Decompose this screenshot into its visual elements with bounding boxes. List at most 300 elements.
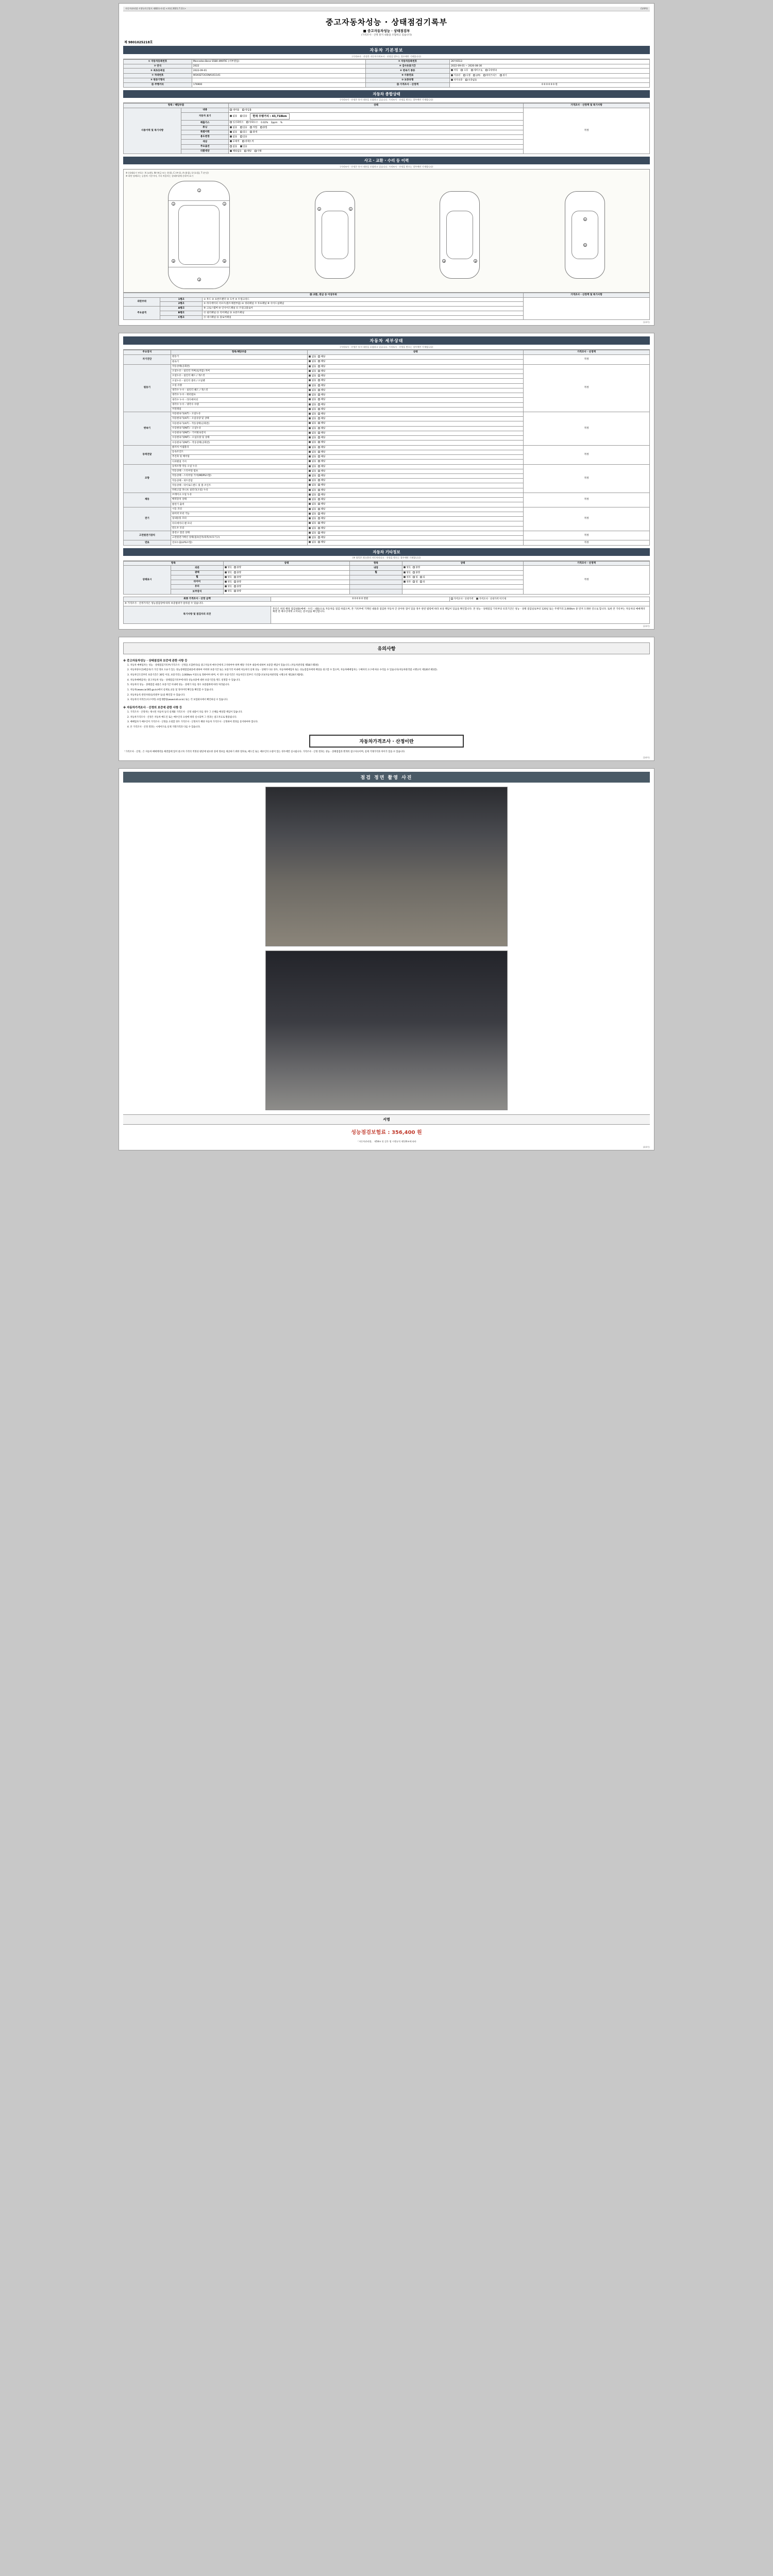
state-option-해당[interactable]: 해당 <box>318 527 325 530</box>
checkbox-icon[interactable] <box>318 474 320 477</box>
checkbox-icon[interactable] <box>318 379 320 381</box>
checkbox-icon[interactable] <box>318 489 320 491</box>
state-option-양호[interactable]: 양호 <box>225 590 232 593</box>
state-option-해당[interactable]: 해당 <box>318 536 325 539</box>
checkbox-icon[interactable] <box>309 470 311 472</box>
state-option-해당[interactable]: 해당 <box>318 513 325 516</box>
checkbox-icon[interactable] <box>318 455 320 457</box>
state-option-해당[interactable]: 해당 <box>318 432 325 435</box>
checkbox-icon[interactable] <box>318 451 320 453</box>
state-option-없음[interactable]: 없음 <box>309 398 316 401</box>
state-option-앞[interactable]: 앞 <box>413 576 418 579</box>
option-self-warranty[interactable]: 자가보증 <box>451 79 462 82</box>
state-option-없음[interactable]: 없음 <box>309 394 316 397</box>
state-option-해당[interactable]: 해당 <box>318 408 325 411</box>
state-option-없음[interactable]: 없음 <box>309 379 316 382</box>
opt-recall-done[interactable]: 이행 <box>255 150 262 153</box>
opt-price-listed[interactable]: 가격조사 · 산정가격 <box>451 598 474 601</box>
checkbox-icon[interactable] <box>309 455 311 457</box>
option-lpg[interactable]: LPG <box>473 74 480 77</box>
summary-note: ※ 가격조사 · 산정가격은 성능점검장에 따라 보증범위가 달라질 수 있습니다. <box>124 601 650 606</box>
other-right-0-state <box>402 566 524 570</box>
state-option-없음[interactable]: 없음 <box>309 451 316 454</box>
state-option-해당[interactable]: 해당 <box>318 360 325 363</box>
opt-fire[interactable]: 화재 <box>250 131 257 134</box>
checkbox-icon[interactable] <box>318 441 320 443</box>
option-cvt[interactable]: 무단변속 <box>485 69 497 72</box>
checkbox-icon[interactable] <box>463 74 465 76</box>
checkbox-icon[interactable] <box>240 131 242 133</box>
detail-item-label: 추진축 및 베어링 <box>171 455 307 460</box>
detail-item-state <box>308 440 524 445</box>
state-option-해당[interactable]: 해당 <box>318 379 325 382</box>
option-diesel[interactable]: 디젤 <box>463 74 470 77</box>
state-option-해당[interactable]: 해당 <box>318 474 325 478</box>
state-option-없음[interactable]: 없음 <box>309 427 316 430</box>
checkbox-icon[interactable] <box>413 581 415 583</box>
checkbox-icon[interactable] <box>309 398 311 400</box>
checkbox-icon[interactable] <box>318 375 320 377</box>
state-option-앞[interactable]: 앞 <box>413 581 418 584</box>
state-option-해당[interactable]: 해당 <box>318 508 325 511</box>
state-option-불량[interactable]: 불량 <box>234 566 241 569</box>
checkbox-icon[interactable] <box>318 541 320 543</box>
checkbox-icon[interactable] <box>485 69 488 71</box>
state-option-해당[interactable]: 해당 <box>318 365 325 368</box>
checkbox-icon[interactable] <box>318 398 320 400</box>
opt-use-change[interactable]: 있음 <box>240 135 247 139</box>
other-right-4-label <box>350 585 402 589</box>
state-option-양호[interactable]: 양호 <box>225 581 232 584</box>
checkbox-icon[interactable] <box>309 503 311 505</box>
checkbox-icon[interactable] <box>318 503 320 505</box>
state-option-없음[interactable]: 없음 <box>309 446 316 449</box>
opt-tuning-none[interactable]: 없음 <box>230 126 237 129</box>
checkbox-icon[interactable] <box>230 135 232 138</box>
checkbox-icon[interactable] <box>309 460 311 462</box>
state-option-없음[interactable]: 없음 <box>309 441 316 444</box>
notice-item: 2. 자동차등록 관련사항(등록원부 등)을 확인할 수 있습니다. <box>127 693 186 697</box>
checkbox-icon[interactable] <box>318 394 320 396</box>
state-option-없음[interactable]: 없음 <box>309 474 316 478</box>
state-option-해당[interactable]: 해당 <box>318 446 325 449</box>
checkbox-icon[interactable] <box>309 446 311 448</box>
checkbox-icon[interactable] <box>500 74 502 76</box>
detail-item-label: 오일누유 - 실린더 헤드 / 개스킷 <box>171 374 307 379</box>
option-manual[interactable]: 수동 <box>461 69 468 72</box>
detail-item-label: 충전구 절연 상태 <box>171 531 307 535</box>
checkbox-icon[interactable] <box>244 150 246 152</box>
checkbox-icon[interactable] <box>309 360 311 362</box>
checkbox-icon[interactable] <box>309 522 311 524</box>
checkbox-icon[interactable] <box>309 403 311 405</box>
option-auto[interactable]: 자동 <box>451 69 458 72</box>
checkbox-icon[interactable] <box>318 508 320 510</box>
checkbox-icon[interactable] <box>318 365 320 367</box>
detail-item-state <box>308 417 524 421</box>
checkbox-icon[interactable] <box>230 126 232 128</box>
checkbox-icon[interactable] <box>309 394 311 396</box>
state-option-없음[interactable]: 없음 <box>309 375 316 378</box>
option-semi[interactable]: 세미오토 <box>471 69 482 72</box>
state-option-해당[interactable]: 해당 <box>318 470 325 473</box>
opt-special-none[interactable]: 없음 <box>230 131 237 134</box>
checkbox-icon[interactable] <box>404 571 406 573</box>
checkbox-icon[interactable] <box>318 498 320 500</box>
option-gasoline[interactable]: 가솔린 <box>451 74 460 77</box>
state-option-없음[interactable]: 없음 <box>309 479 316 482</box>
checkbox-icon[interactable] <box>309 517 311 519</box>
state-option-없음[interactable]: 없음 <box>309 527 316 530</box>
checkbox-icon[interactable] <box>230 131 232 133</box>
checkbox-icon[interactable] <box>318 422 320 424</box>
checkbox-icon[interactable] <box>309 527 311 529</box>
state-option-없음[interactable]: 없음 <box>309 517 316 520</box>
other-left-0-state <box>223 566 349 570</box>
checkbox-icon[interactable] <box>318 532 320 534</box>
state-option-해당[interactable]: 해당 <box>318 398 325 401</box>
state-option-불량[interactable]: 불량 <box>234 571 241 574</box>
opt-none[interactable]: 없음 <box>230 115 237 118</box>
state-option-없음[interactable]: 없음 <box>309 370 316 373</box>
checkbox-icon[interactable] <box>471 69 473 71</box>
state-option-없음[interactable]: 없음 <box>309 360 316 363</box>
checkbox-icon[interactable] <box>234 571 236 573</box>
checkbox-icon[interactable] <box>318 494 320 496</box>
opt-recall-na[interactable]: 해당없음 <box>230 150 241 153</box>
state-option-해당[interactable]: 해당 <box>318 403 325 406</box>
checkbox-icon[interactable] <box>240 135 242 138</box>
checkbox-icon[interactable] <box>309 541 311 543</box>
state-option-없음[interactable]: 없음 <box>309 465 316 468</box>
checkbox-icon[interactable] <box>451 598 453 600</box>
state-option-해당[interactable]: 해당 <box>318 465 325 468</box>
checkbox-icon[interactable] <box>451 79 453 81</box>
checkbox-icon[interactable] <box>225 590 227 592</box>
opt-commercial[interactable]: 영업용 <box>242 109 251 112</box>
state-option-없음[interactable]: 없음 <box>309 355 316 359</box>
state-option-없음[interactable]: 없음 <box>309 532 316 535</box>
basic-value-1: 2022 <box>192 64 365 69</box>
checkbox-icon[interactable] <box>318 427 320 429</box>
state-option-해당[interactable]: 해당 <box>318 522 325 525</box>
detail-item-label: 오일 유량 <box>171 383 307 388</box>
checkbox-icon[interactable] <box>318 370 320 372</box>
state-option-불량[interactable]: 불량 <box>234 576 241 579</box>
checkbox-icon[interactable] <box>246 121 248 123</box>
state-option-없음[interactable]: 없음 <box>309 536 316 539</box>
checkbox-icon[interactable] <box>318 432 320 434</box>
checkbox-icon[interactable] <box>318 389 320 391</box>
checkbox-icon[interactable] <box>230 109 232 111</box>
checkbox-icon[interactable] <box>309 422 311 424</box>
state-option-없음[interactable]: 없음 <box>309 455 316 459</box>
checkbox-icon[interactable] <box>318 355 320 358</box>
checkbox-icon[interactable] <box>413 571 415 573</box>
option-electric[interactable]: 전기 <box>500 74 507 77</box>
state-option-해당[interactable]: 해당 <box>318 384 325 387</box>
checkbox-icon[interactable] <box>420 581 422 583</box>
state-option-없음[interactable]: 없음 <box>309 541 316 544</box>
state-option-불량[interactable]: 불량 <box>413 566 420 569</box>
checkbox-icon[interactable] <box>413 576 415 578</box>
checkbox-icon[interactable] <box>483 74 485 76</box>
checkbox-icon[interactable] <box>240 115 242 117</box>
checkbox-icon[interactable] <box>230 145 232 147</box>
state-option-없음[interactable]: 없음 <box>309 494 316 497</box>
checkbox-icon[interactable] <box>451 74 453 76</box>
state-option-없음[interactable]: 없음 <box>309 408 316 411</box>
opt-option-none[interactable]: 없음 <box>230 145 237 148</box>
checkbox-icon[interactable] <box>260 126 262 128</box>
state-option-없음[interactable]: 없음 <box>309 522 316 525</box>
checkbox-icon[interactable] <box>230 121 232 123</box>
checkbox-icon[interactable] <box>404 581 406 583</box>
checkbox-icon[interactable] <box>318 470 320 472</box>
option-no-warranty[interactable]: 보증없음 <box>465 79 477 82</box>
state-option-없음[interactable]: 없음 <box>309 413 316 416</box>
opt-recall-yes[interactable]: 해당 <box>244 150 251 153</box>
option-hybrid[interactable]: 하이브리드 <box>483 74 497 77</box>
state-option-없음[interactable]: 없음 <box>309 460 316 463</box>
state-option-해당[interactable]: 해당 <box>318 422 325 425</box>
state-option-없음[interactable]: 없음 <box>309 503 316 506</box>
detail-item-label: 작동상태 - 스티어링 기어(MDPS포함) <box>171 474 307 479</box>
state-option-해당[interactable]: 해당 <box>318 370 325 373</box>
checkbox-icon[interactable] <box>234 576 236 578</box>
checkbox-icon[interactable] <box>309 432 311 434</box>
detail-item-label: 실내송풍 모터 <box>171 517 307 521</box>
detail-item-state <box>308 388 524 393</box>
checkbox-icon[interactable] <box>240 145 242 147</box>
opt-co[interactable]: 일산화탄소 <box>230 121 244 124</box>
checkbox-icon[interactable] <box>413 566 415 568</box>
state-option-해당[interactable]: 해당 <box>318 532 325 535</box>
checkbox-icon[interactable] <box>318 446 320 448</box>
checkbox-icon[interactable] <box>255 150 257 152</box>
checkbox-icon[interactable] <box>451 69 453 71</box>
checkbox-icon[interactable] <box>230 140 232 142</box>
checkbox-icon[interactable] <box>309 494 311 496</box>
opt-tuning-yes[interactable]: 있음 <box>240 126 247 129</box>
checkbox-icon[interactable] <box>240 126 242 128</box>
opt-color-orig[interactable]: 무채색 <box>230 140 239 143</box>
checkbox-icon[interactable] <box>318 479 320 481</box>
state-option-해당[interactable]: 해당 <box>318 389 325 392</box>
state-option-뒤[interactable]: 뒤 <box>420 576 425 579</box>
state-option-해당[interactable]: 해당 <box>318 503 325 506</box>
state-option-양호[interactable]: 양호 <box>225 571 232 574</box>
checkbox-icon[interactable] <box>309 479 311 481</box>
checkbox-icon[interactable] <box>225 576 227 578</box>
state-option-없음[interactable]: 없음 <box>309 470 316 473</box>
checkbox-icon[interactable] <box>242 140 244 142</box>
checkbox-icon[interactable] <box>230 115 232 117</box>
checkbox-icon[interactable] <box>225 566 227 568</box>
checkbox-icon[interactable] <box>309 389 311 391</box>
opt-rental[interactable]: 대여용 <box>230 109 239 112</box>
checkbox-icon[interactable] <box>318 408 320 410</box>
opt-flood[interactable]: 침수 <box>240 131 247 134</box>
checkbox-icon[interactable] <box>309 375 311 377</box>
checkbox-icon[interactable] <box>242 109 244 111</box>
checkbox-icon[interactable] <box>309 451 311 453</box>
photo-section-band: 점검 정면 촬영 사진 <box>123 772 650 783</box>
checkbox-icon[interactable] <box>230 150 232 152</box>
opt-hc[interactable]: 탄화수소 <box>246 121 258 124</box>
checkbox-icon[interactable] <box>309 379 311 381</box>
checkbox-icon[interactable] <box>309 417 311 419</box>
state-option-불량[interactable]: 불량 <box>413 571 420 574</box>
price-survey-definition-title: 자동차가격조사 · 산정이란 <box>309 735 464 748</box>
detail-item-label: 동력조향 작동 오일 누유 <box>171 464 307 469</box>
state-option-해당[interactable]: 해당 <box>318 394 325 397</box>
checkbox-icon[interactable] <box>225 585 227 587</box>
checkbox-icon[interactable] <box>420 576 422 578</box>
checkbox-icon[interactable] <box>318 413 320 415</box>
checkbox-icon[interactable] <box>318 513 320 515</box>
state-option-없음[interactable]: 없음 <box>309 422 316 425</box>
checkbox-icon[interactable] <box>225 571 227 573</box>
state-option-해당[interactable]: 해당 <box>318 355 325 359</box>
checkbox-icon[interactable] <box>309 536 311 538</box>
checkbox-icon[interactable] <box>309 384 311 386</box>
state-option-해당[interactable]: 해당 <box>318 460 325 463</box>
state-option-해당[interactable]: 해당 <box>318 455 325 459</box>
checkbox-icon[interactable] <box>309 489 311 491</box>
checkbox-icon[interactable] <box>309 436 311 438</box>
checkbox-icon[interactable] <box>309 532 311 534</box>
checkbox-icon[interactable] <box>318 536 320 538</box>
checkbox-icon[interactable] <box>318 360 320 362</box>
state-option-양호[interactable]: 양호 <box>225 585 232 588</box>
state-option-해당[interactable]: 해당 <box>318 498 325 501</box>
state-option-양호[interactable]: 양호 <box>404 571 411 574</box>
state-option-해당[interactable]: 해당 <box>318 451 325 454</box>
state-option-해당[interactable]: 해당 <box>318 413 325 416</box>
state-option-해당[interactable]: 해당 <box>318 375 325 378</box>
state-option-없음[interactable]: 없음 <box>309 484 316 487</box>
state-option-없음[interactable]: 없음 <box>309 513 316 516</box>
checkbox-icon[interactable] <box>318 517 320 519</box>
other-right-5-state <box>402 589 524 594</box>
state-option-없음[interactable]: 없음 <box>309 436 316 439</box>
state-option-해당[interactable]: 해당 <box>318 517 325 520</box>
checkbox-icon[interactable] <box>318 522 320 524</box>
opt-use-none[interactable]: 없음 <box>230 135 237 139</box>
detail-item-state <box>308 426 524 431</box>
state-option-해당[interactable]: 해당 <box>318 484 325 487</box>
checkbox-icon[interactable] <box>309 508 311 510</box>
state-option-없음[interactable]: 없음 <box>309 489 316 492</box>
checkbox-icon[interactable] <box>318 417 320 419</box>
checkbox-icon[interactable] <box>225 581 227 583</box>
checkbox-icon[interactable] <box>318 384 320 386</box>
state-option-양호[interactable]: 양호 <box>225 566 232 569</box>
opt-tuning-illegal[interactable]: 불법 <box>260 126 267 129</box>
state-option-양호[interactable]: 양호 <box>404 566 411 569</box>
state-option-해당[interactable]: 해당 <box>318 489 325 492</box>
state-option-해당[interactable]: 해당 <box>318 417 325 420</box>
state-option-없음[interactable]: 없음 <box>309 432 316 435</box>
checkbox-icon[interactable] <box>250 126 252 128</box>
checkbox-icon[interactable] <box>234 590 236 592</box>
checkbox-icon[interactable] <box>250 131 252 133</box>
state-option-전부[interactable]: 전부 <box>404 581 411 584</box>
state-option-불량[interactable]: 불량 <box>234 590 241 593</box>
checkbox-icon[interactable] <box>461 69 463 71</box>
notice-item: 4. 본 가격조사 · 산정 결과는 시세이므로 실제 거래가격과 다를 수 있습니다. <box>127 725 201 728</box>
checkbox-icon[interactable] <box>309 474 311 477</box>
checkbox-icon[interactable] <box>476 598 478 600</box>
checkbox-icon[interactable] <box>473 74 475 76</box>
checkbox-icon[interactable] <box>318 403 320 405</box>
summary-amount: 0 0 0 0 0 천원 <box>271 597 449 601</box>
checkbox-icon[interactable] <box>309 498 311 500</box>
state-option-해당[interactable]: 해당 <box>318 427 325 430</box>
checkbox-icon[interactable] <box>309 441 311 443</box>
checkbox-icon[interactable] <box>234 566 236 568</box>
checkbox-icon[interactable] <box>309 408 311 410</box>
checkbox-icon[interactable] <box>318 527 320 529</box>
checkbox-icon[interactable] <box>309 484 311 486</box>
opt-option-yes[interactable]: 있음 <box>240 145 247 148</box>
state-option-해당[interactable]: 해당 <box>318 494 325 497</box>
checkbox-icon[interactable] <box>309 513 311 515</box>
checkbox-icon[interactable] <box>318 460 320 462</box>
opt-color-all[interactable]: 전체도색 <box>242 140 254 143</box>
state-option-없음[interactable]: 없음 <box>309 498 316 501</box>
state-option-없음[interactable]: 없음 <box>309 508 316 511</box>
detail-item-label: 냉각수 누수 - 실린더 헤드 / 개스킷 <box>171 388 307 393</box>
checkbox-icon[interactable] <box>404 566 406 568</box>
state-option-불량[interactable]: 불량 <box>234 581 241 584</box>
state-option-해당[interactable]: 해당 <box>318 541 325 544</box>
other-left-0-label: 외관 <box>171 566 223 570</box>
checkbox-icon[interactable] <box>404 576 406 578</box>
checkbox-icon[interactable] <box>309 370 311 372</box>
checkbox-icon[interactable] <box>465 79 467 81</box>
state-option-전부[interactable]: 전부 <box>404 576 411 579</box>
checkbox-icon[interactable] <box>318 465 320 467</box>
state-option-없음[interactable]: 없음 <box>309 389 316 392</box>
state-option-없음[interactable]: 없음 <box>309 417 316 420</box>
checkbox-icon[interactable] <box>234 585 236 587</box>
checkbox-icon[interactable] <box>318 484 320 486</box>
checkbox-icon[interactable] <box>309 355 311 358</box>
opt-price-unlisted[interactable]: 가격조사 · 산정가격 미기재 <box>476 598 506 601</box>
state-option-해당[interactable]: 해당 <box>318 479 325 482</box>
detail-item-state <box>308 498 524 502</box>
state-option-없음[interactable]: 없음 <box>309 403 316 406</box>
document-root <box>0 0 773 1168</box>
checkbox-icon[interactable] <box>234 581 236 583</box>
state-option-해당[interactable]: 해당 <box>318 441 325 444</box>
state-option-없음[interactable]: 없음 <box>309 365 316 368</box>
checkbox-icon[interactable] <box>309 365 311 367</box>
state-option-양호[interactable]: 양호 <box>225 576 232 579</box>
checkbox-icon[interactable] <box>309 413 311 415</box>
state-option-뒤[interactable]: 뒤 <box>420 581 425 584</box>
state-option-해당[interactable]: 해당 <box>318 436 325 439</box>
checkbox-icon[interactable] <box>309 427 311 429</box>
checkbox-icon[interactable] <box>318 436 320 438</box>
opt-yes[interactable]: 있음 <box>240 115 247 118</box>
state-option-없음[interactable]: 없음 <box>309 384 316 387</box>
state-option-불량[interactable]: 불량 <box>234 585 241 588</box>
checkbox-icon[interactable] <box>309 465 311 467</box>
opt-tuning-legal[interactable]: 적법 <box>250 126 257 129</box>
